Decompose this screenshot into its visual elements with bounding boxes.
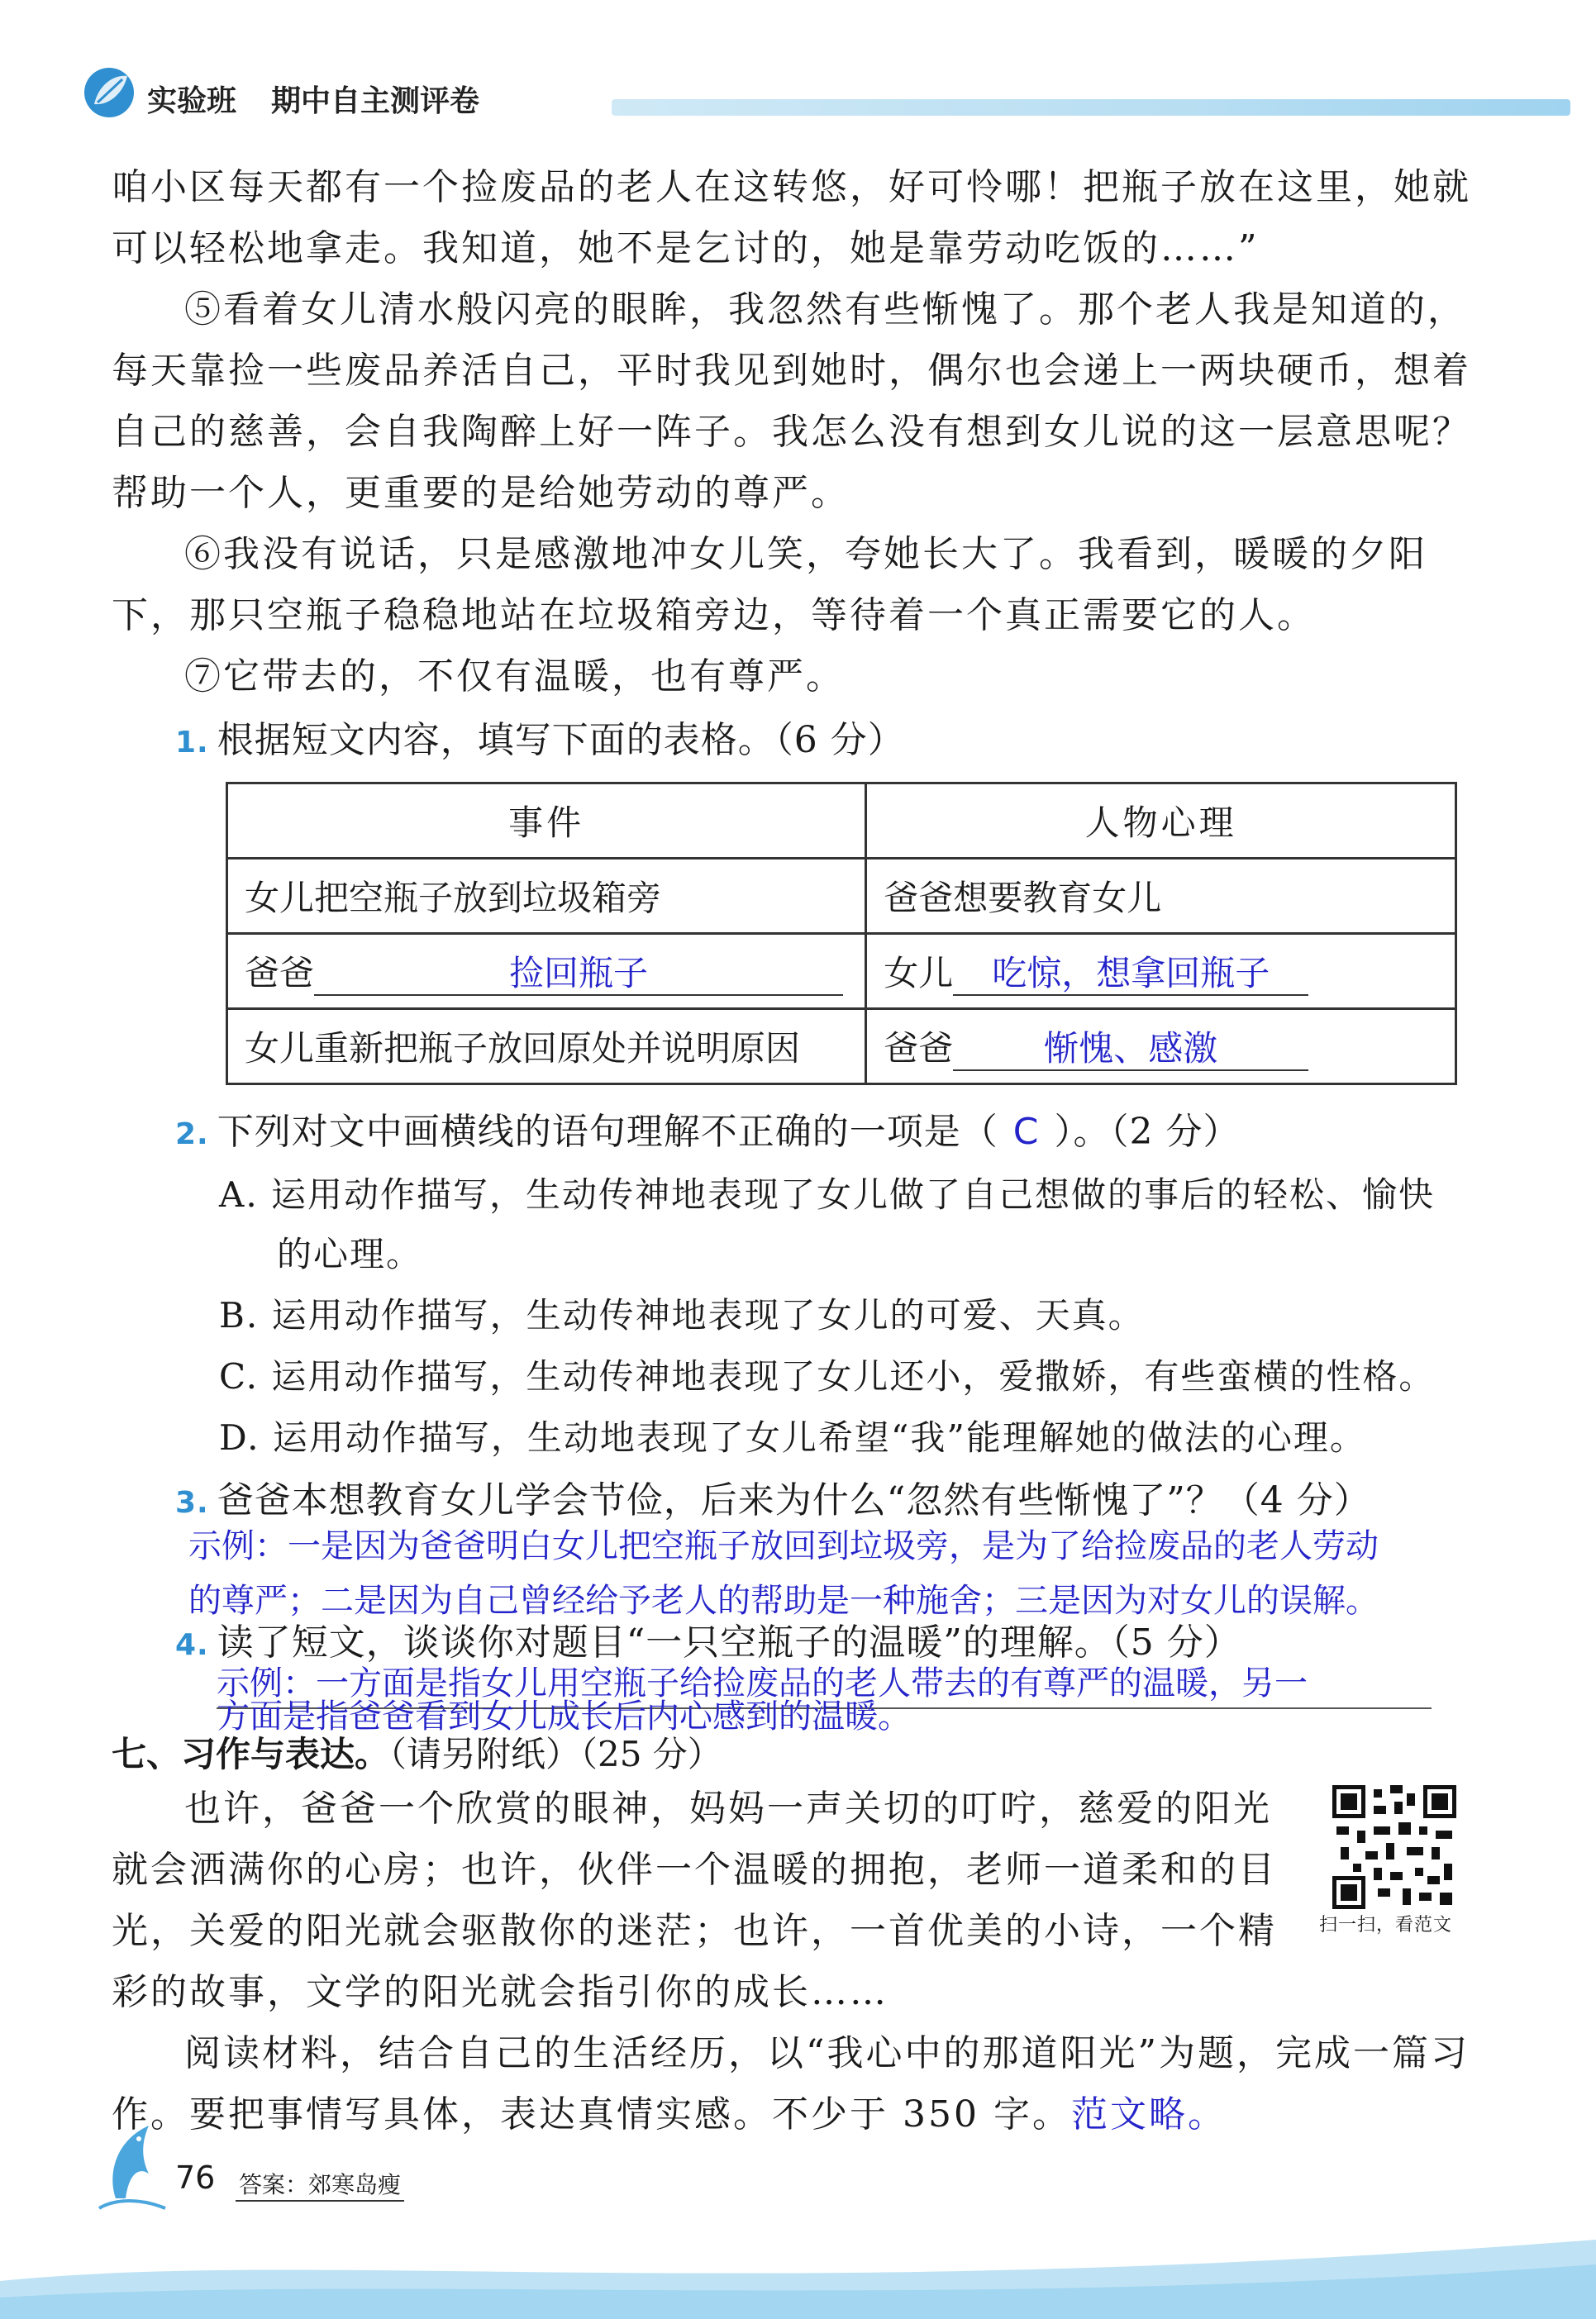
option-d [219, 1408, 1492, 1468]
writing-answer[interactable]: 范文略。 [1070, 2093, 1227, 2136]
passage-para-6: ⑥我没有说话，只是感激地冲女儿笑，夸她长大了。我看到，暖暖的夕阳下，那只空瓶子稳稳地站在垃圾箱旁边，等待着一个真正需要它的人。 [112, 533, 1427, 636]
option-label: A. [219, 1174, 259, 1215]
answer-footnote: 答案：郊寒岛瘦 [236, 2167, 404, 2202]
table-cell-event: 女儿把空瓶子放到垃圾箱旁 [227, 859, 866, 934]
question-text: 下列对文中画横线的语句理解不正确的一项是（ [217, 1111, 998, 1153]
question-number: 3. [175, 1486, 209, 1520]
table-row [227, 1009, 1456, 1084]
option-label: C. [219, 1356, 259, 1397]
choice-answer[interactable]: C [1012, 1111, 1040, 1153]
section-7-title [112, 1727, 722, 1777]
option-label: D. [219, 1417, 260, 1458]
option-label: B. [219, 1295, 260, 1336]
question-text-end: ）。（2 分） [1054, 1111, 1241, 1153]
cell-label: 爸爸 [884, 1028, 954, 1069]
question-number: 1. [175, 726, 209, 760]
question-2 [175, 1107, 1240, 1160]
series-name: 实验班 [147, 84, 237, 118]
question-number: 4. [175, 1628, 209, 1662]
table-row [227, 859, 1456, 934]
passage-lines-1: 咱小区每天都有一个捡废品的老人在这转悠，好可怜哪！把瓶子放在这里，她就可以轻松地拿走。我知道，她不是乞讨的，她是靠劳动吃饭的……” [112, 166, 1471, 269]
qr-caption: 扫一扫，看范文 [1319, 1915, 1453, 1936]
section-note: （请另附纸）（25 分） [389, 1734, 722, 1774]
table-cell-psych [866, 1009, 1456, 1084]
table-header-psych: 人物心理 [866, 783, 1456, 859]
test-title: 期中自主测评卷 [271, 84, 480, 118]
option-text: 运用动作描写，生动传神地表现了女儿还小，爱撒娇，有些蛮横的性格。 [271, 1356, 1436, 1397]
leaf-logo-icon [83, 66, 136, 119]
question-number: 2. [175, 1117, 209, 1151]
page-header [83, 66, 1488, 124]
answer-blank[interactable]: 吃惊，想拿回瓶子 [953, 953, 1308, 996]
option-a [219, 1165, 1492, 1284]
question-text: 根据短文内容，填写下面的表格。（6 分） [217, 719, 905, 761]
q4-answer-line-1[interactable]: 示例：一方面是指女儿用空瓶子给捡废品的老人带去的有尊严的温暖，另一 [217, 1664, 1308, 1702]
question-1 [175, 716, 905, 768]
option-b [219, 1286, 1492, 1345]
writing-task [112, 2023, 1484, 2145]
writing-material: 也许，爸爸一个欣赏的眼神，妈妈一声关切的叮咛，慈爱的阳光就会洒满你的心房；也许，伙伴一个温暖的拥抱，老师一道柔和的目光，关爱的阳光就会驱散你的迷茫；也许，一首优美的小诗，一个精彩的故事，文学的阳光就会指引你的成长…… [112, 1788, 1277, 2013]
footer-wave [0, 2231, 1596, 2319]
table-header-row [227, 783, 1456, 859]
question-text: 爸爸本想教育女儿学会节俭，后来为什么“忽然有些惭愧了”？（4 分） [217, 1479, 1371, 1521]
table-cell-event [227, 934, 866, 1009]
q3-answer-line-2[interactable]: 的尊严；二是因为自己曾经给予老人的帮助是一种施舍；三是因为对女儿的误解。 [188, 1582, 1379, 1620]
table-cell-psych: 爸爸想要教育女儿 [866, 859, 1456, 934]
qr-code-icon[interactable] [1332, 1785, 1456, 1909]
table-row [227, 934, 1456, 1009]
page-number: 76 [175, 2159, 216, 2196]
question-text: 读了短文，谈谈你对题目“一只空瓶子的温暖”的理解。（5 分） [217, 1621, 1241, 1664]
option-c [219, 1347, 1492, 1407]
cell-label: 女儿 [884, 953, 954, 993]
answer-blank[interactable]: 惭愧、感激 [953, 1028, 1308, 1071]
answer-blank[interactable]: 捡回瓶子 [314, 953, 843, 996]
q3-answer-line-1[interactable]: 示例：一是因为爸爸明白女儿把空瓶子放回到垃圾旁，是为了给捡废品的老人劳动 [188, 1527, 1379, 1565]
section-title: 七、习作与表达。 [112, 1734, 390, 1774]
passage-para-5: ⑤看着女儿清水般闪亮的眼眸，我忽然有些惭愧了。那个老人我是知道的，每天靠捡一些废品养活自己，平时我见到她时，偶尔也会递上一两块硬币，想着自己的慈善，会自我陶醉上好一阵子。我怎么没有想到女儿说的这一层意思呢？帮助一个人，更重要的是给她劳动的尊严。 [112, 288, 1471, 514]
q4-answer-line-2[interactable]: 方面是指爸爸看到女儿成长后内心感到的温暖。 [217, 1698, 911, 1736]
option-text: 运用动作描写，生动传神地表现了女儿的可爱、天真。 [271, 1295, 1145, 1336]
option-text: 运用动作描写，生动传神地表现了女儿做了自己想做的事后的轻松、愉快 [271, 1174, 1436, 1215]
cell-label: 爸爸 [245, 953, 315, 993]
answer-table [226, 782, 1457, 1085]
dolphin-icon [91, 2116, 174, 2215]
header-band [612, 99, 1570, 116]
writing-task-text: 阅读材料，结合自己的生活经历，以“我心中的那道阳光”为题，完成一篇习作。要把事情写具体，表达真情实感。不少于 350 字。 [112, 2032, 1470, 2136]
table-cell-event: 女儿重新把瓶子放回原处并说明原因 [227, 1009, 866, 1084]
table-header-event: 事件 [227, 783, 866, 859]
option-text: 运用动作描写，生动地表现了女儿希望“我”能理解她的做法的心理。 [272, 1417, 1366, 1458]
option-text-cont: 的心理。 [277, 1234, 423, 1274]
table-cell-psych [866, 934, 1456, 1009]
passage-para-7: ⑦它带去的，不仅有温暖，也有尊严。 [184, 655, 845, 698]
